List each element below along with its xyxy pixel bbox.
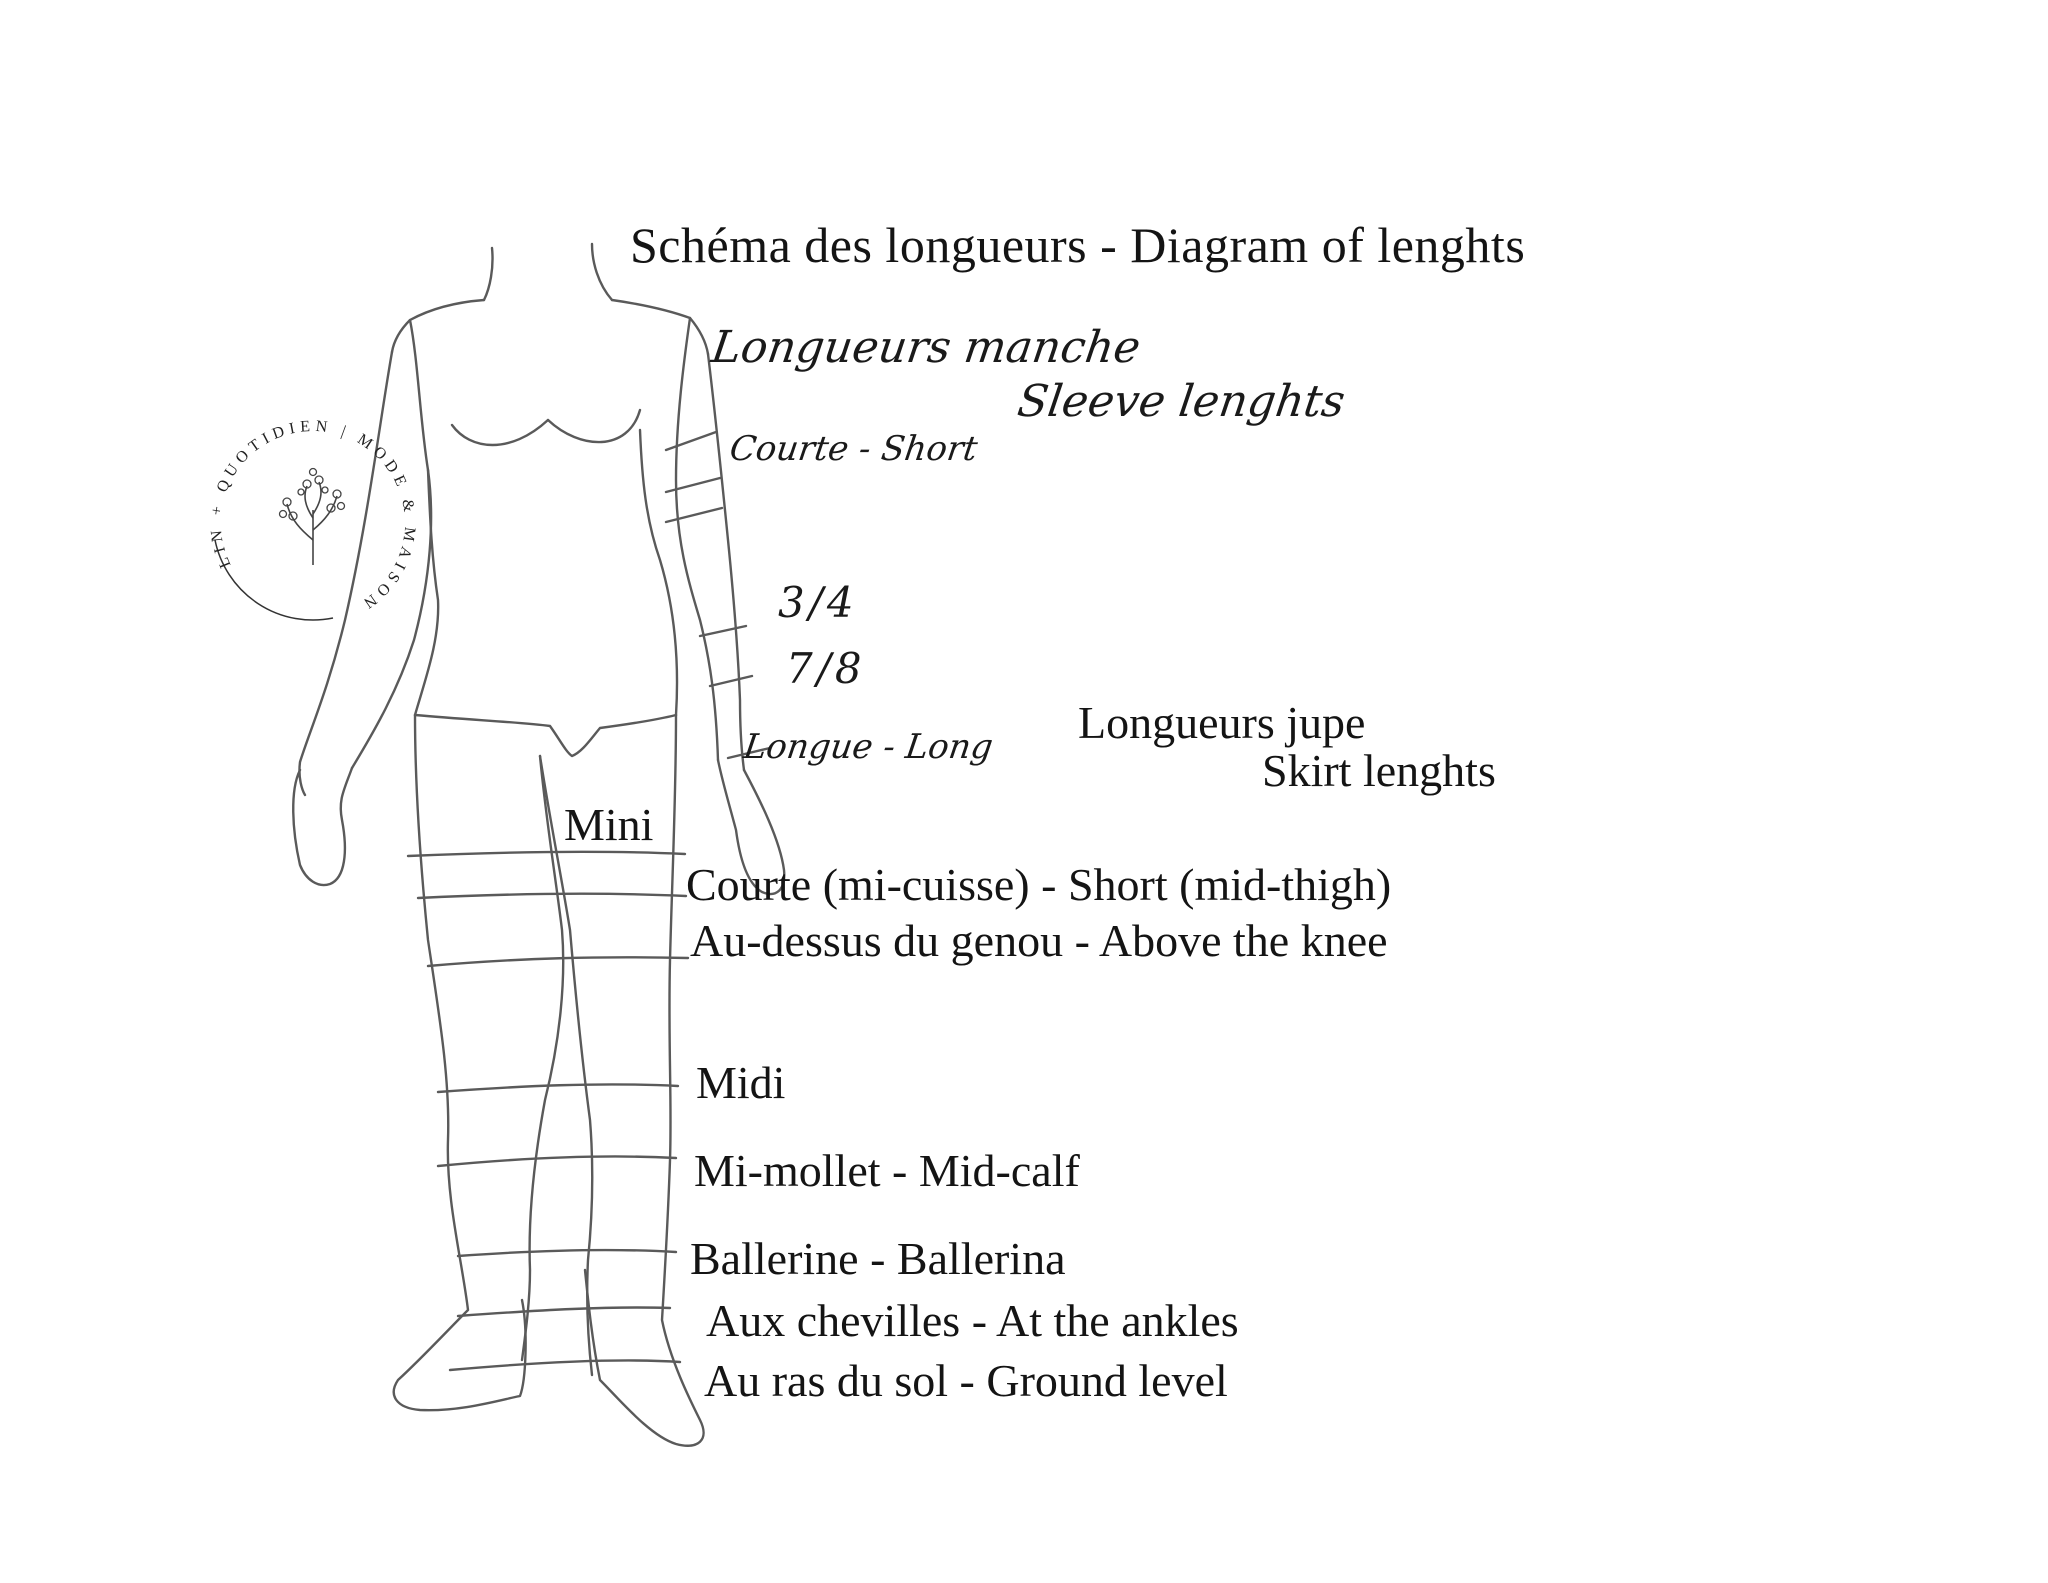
neck-right	[592, 244, 612, 300]
sleeve-line-short-2	[666, 508, 722, 522]
diagram-title: Schéma des longueurs - Diagram of lenghts	[630, 217, 1526, 273]
skirt-line-midcalf	[438, 1156, 676, 1166]
arm-right-outer	[708, 354, 744, 770]
sleeve-label-short: Courte - Short	[727, 429, 980, 469]
neck-left	[484, 248, 493, 300]
skirt-label-short: Courte (mi-cuisse) - Short (mid-thigh)	[686, 859, 1392, 910]
skirt-line-ankles	[458, 1307, 670, 1316]
skirt-line-ballerina	[458, 1250, 676, 1256]
skirt-label-midi: Midi	[696, 1057, 786, 1108]
skirt-line-midi	[438, 1084, 678, 1092]
shoulder-right	[612, 300, 708, 354]
torso-right	[640, 430, 677, 715]
skirt-label-ground: Au ras du sol - Ground level	[704, 1355, 1228, 1406]
sleeve-label-78: 7/8	[786, 644, 866, 693]
sleeve-label-34: 3/4	[778, 578, 858, 627]
skirt-label-midcalf: Mi-mollet - Mid-calf	[694, 1145, 1080, 1196]
brand-logo	[208, 418, 419, 620]
shoulder-left	[392, 300, 484, 352]
sleeve-line-78	[710, 676, 752, 686]
leg-left-inner	[522, 756, 563, 1360]
logo-arc	[215, 540, 333, 620]
skirt-line-ground	[450, 1360, 680, 1370]
sleeve-line-34	[700, 626, 746, 636]
sleeve-heading-fr: Longueurs manche	[708, 322, 1144, 373]
sleeve-line-short-1	[666, 478, 720, 492]
leg-left-outer	[394, 715, 526, 1410]
torso-left	[415, 470, 438, 715]
sleeve-label-long: Longue - Long	[741, 727, 996, 767]
bust-left	[452, 420, 548, 445]
logo-text: LIN + QUOTIDIEN | MODE & MAISON	[207, 417, 419, 614]
bust-right	[548, 410, 640, 442]
skirt-label-above-knee: Au-dessus du genou - Above the knee	[690, 915, 1388, 966]
skirt-heading-en: Skirt lenghts	[1262, 745, 1496, 796]
sleeve-line-top	[666, 432, 716, 450]
skirt-label-ballerina: Ballerine - Ballerina	[690, 1233, 1066, 1284]
skirt-heading-fr: Longueurs jupe	[1078, 697, 1366, 748]
hem	[415, 715, 676, 756]
sleeve-heading-en: Sleeve lenghts	[1014, 376, 1349, 427]
sprig-icon	[287, 482, 337, 565]
skirt-line-mini	[408, 852, 685, 856]
skirt-label-mini: Mini	[564, 799, 654, 850]
skirt-line-above-knee	[428, 957, 688, 966]
skirt-label-ankles: Aux chevilles - At the ankles	[706, 1295, 1239, 1346]
skirt-line-short	[418, 894, 686, 898]
